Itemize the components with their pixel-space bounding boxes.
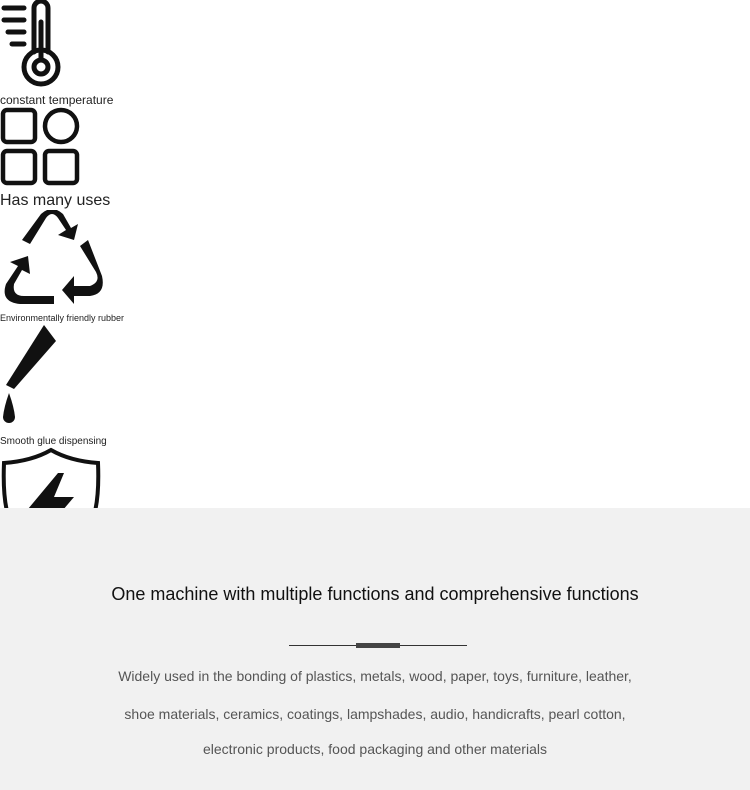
- grid-icon: [0, 107, 82, 187]
- feature-label: constant temperature: [0, 93, 114, 107]
- description-line-3: electronic products, food packaging and other materials: [203, 741, 547, 757]
- feature-label: Has many uses: [0, 192, 111, 209]
- feature-label: Smooth glue dispensing: [0, 436, 107, 447]
- feature-constant-temperature: [0, 0, 750, 107]
- feature-glue-dispensing: [0, 323, 750, 447]
- section-headline: One machine with multiple functions and comprehensive functions: [111, 584, 639, 604]
- feature-label: Environmentally friendly rubber: [0, 313, 125, 323]
- feature-eco-rubber: [0, 210, 750, 323]
- recycle-icon: [0, 210, 104, 308]
- thermometer-icon: [0, 0, 70, 88]
- description-line-1: Widely used in the bonding of plastics, metals, wood, paper, toys, furniture, leather,: [118, 668, 632, 684]
- description-line-2: shoe materials, ceramics, coatings, lampshades, audio, handicrafts, pearl cotton,: [124, 706, 626, 722]
- functions-section: [0, 508, 750, 790]
- glue-nozzle-icon: [0, 323, 58, 431]
- divider-accent: [356, 643, 400, 648]
- feature-many-uses: [0, 107, 750, 210]
